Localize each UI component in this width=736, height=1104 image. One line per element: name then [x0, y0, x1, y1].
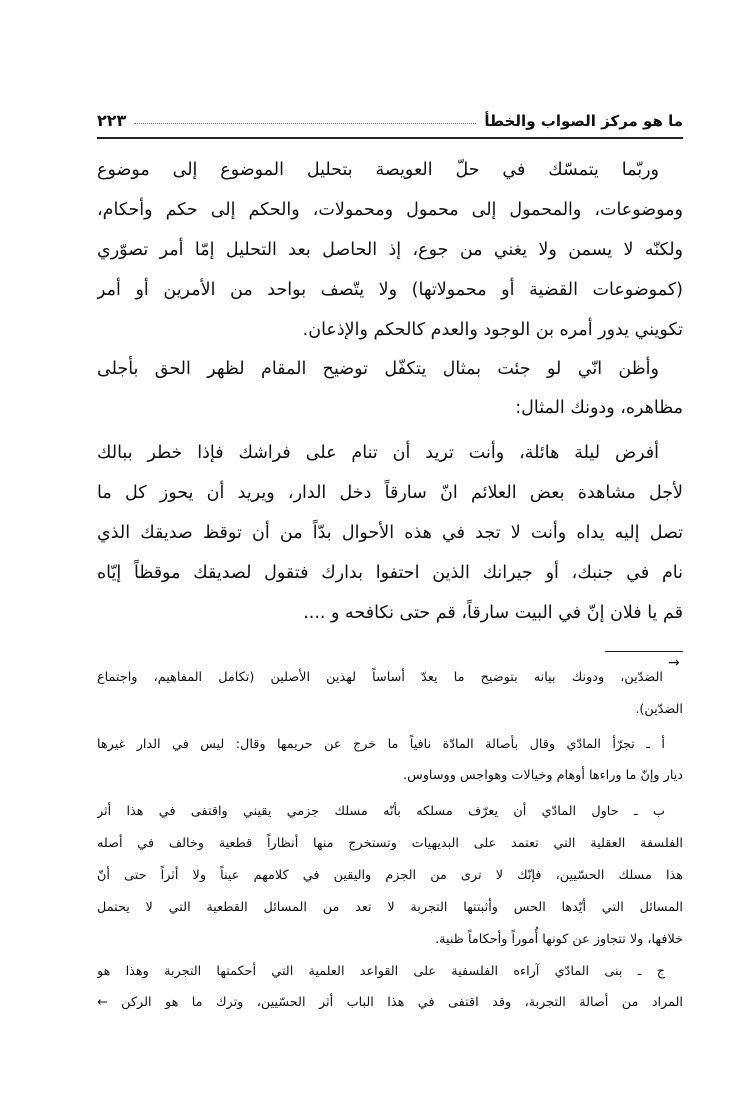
footnote-line: الضدّين).: [635, 702, 683, 717]
text-line: وربّما يتمسّك في حلّ العويصة بتحليل الموضوع إلى موضوع: [97, 160, 659, 180]
continuation-arrow-icon: →: [668, 655, 680, 671]
running-header: [97, 100, 683, 130]
text-line: مظاهره، ودونك المثال:: [515, 398, 683, 418]
footnote-line: المراد من أصالة التجربة، وقد اقتفى في هذا الباب أثر الحسّيين، وترك ما هو الركن ←: [97, 995, 683, 1010]
footnote-line: ج ـ بنى المادّي آراءه الفلسفية على القواعد العلمية التي أحكمتها التجربة وهذا هو: [97, 964, 665, 979]
header-rule: [97, 137, 683, 139]
leader-dots: [134, 123, 476, 124]
text-line: أفرض ليلة هائلة، وأنت تريد أن تنام على فراشك فإذا خطر ببالك: [97, 443, 659, 463]
text-line: تصل إليه يداه وأنت لا تجد في هذه الأحوال بدّاً من أن توقظ صديقك الذي: [97, 523, 683, 543]
page-number: ٢٢٣: [97, 111, 127, 130]
text-line: ولكنّه لا يسمن ولا يغني من جوع، إذ الحاصل بعد التحليل إمّا أمر تصوّري: [97, 240, 683, 260]
footnote-line: ديار وإنّ ما وراءها أوهام وخيالات وهواجس ووساوس.: [403, 768, 683, 783]
text-line: لأجل مشاهدة بعض العلائم انّ سارقاً دخل الدار، ويريد أن يحوز كل ما: [97, 483, 683, 503]
footnote-rule: [605, 651, 683, 652]
text-line: وموضوعات، والمحمول إلى محمول ومحمولات، والحكم إلى حكم وأحكام،: [97, 200, 683, 220]
footnote-line: الفلسفة العقلية التي تعتمد على البديهيات وتستخرج منها أنظاراً قطعية وخالف في أصله: [97, 836, 683, 851]
text-line: نام في جنبك، أو جيرانك الذين احتفوا بدارك فتقول لصديقك موقظاً إيّاه: [97, 563, 683, 583]
text-line: وأظن انّي لو جئت بمثال يتكفّل توضيح المقام لظهر الحق بأجلى: [97, 359, 659, 379]
text-line: تكويني يدور أمره بن الوجود والعدم كالحكم والإذعان.: [302, 320, 683, 340]
footnote-line: هذا مسلك الحسّيين، فإنّك لا ترى من الجزم واليقين في كلامهم عيناً ولا أثراً حتى أنّ: [97, 868, 683, 883]
chapter-title: ما هو مركز الصواب والخطأ: [484, 112, 683, 130]
text-line: قم يا فلان إنّ في البيت سارقاً، قم حتى نكافحه و ....: [303, 603, 683, 623]
footnote-line: خلافها، ولا تتجاوز عن كونها أُموراً وأحكاماً ظنية.: [435, 932, 683, 947]
footnote-line: ب ـ حاول المادّي أن يعرّف مسلكه بأنّه مسلك جزمي يقيني واقتفى في هذا أثر: [97, 804, 665, 819]
text-line: (كموضوعات القضية أو محمولاتها) ولا يتّصف بواحد من الأمرين أو أمر: [97, 280, 683, 300]
footnote-line: أ ـ تجرّأ المادّي وقال بأصالة المادّة نافياً ما خرج عن حريمها وقال: ليس في الدار غيرها: [97, 737, 665, 752]
footnote-line: الضدّين، ودونك بيانه بتوضيح ما يعدّ أساساً لهذين الأصلين (تكامل المفاهيم، واجتماع: [97, 670, 663, 685]
footnote-line: المسائل التي أيّدها الحس وأثبتتها التجربة لا تعد من المسائل القطعية التي لا يحتمل: [97, 900, 683, 915]
